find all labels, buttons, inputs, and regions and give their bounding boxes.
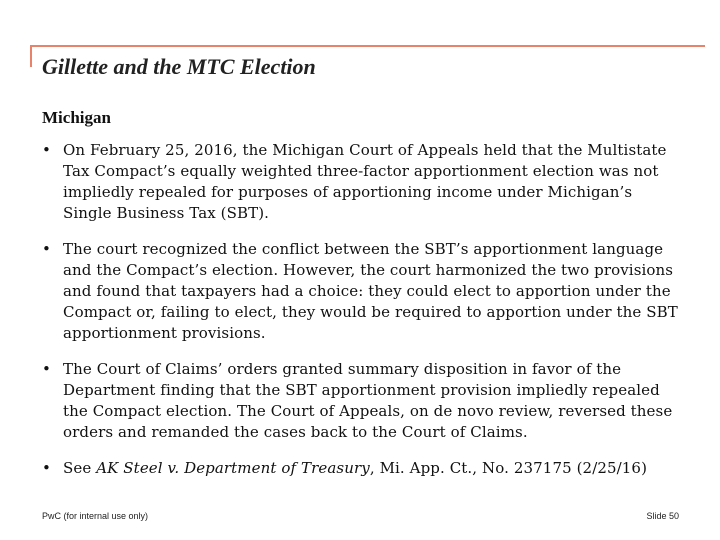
citation-prefix: See: [63, 459, 97, 477]
title-accent-line: [30, 45, 705, 47]
bullet-dot-icon: •: [42, 240, 51, 258]
bullet-dot-icon: •: [42, 459, 51, 477]
bullet-text: The Court of Claims’ orders granted summary disposition in favor of the Department finding that the SBT apportionment provision impliedly repealed the Compact election. The Court of Appeals, on de novo review, reversed these orders and remanded the cases back to the Court of Claims.: [63, 360, 673, 441]
slide-subtitle: Michigan: [42, 108, 111, 127]
bullet-item: [42, 239, 682, 344]
bullet-item: [42, 458, 682, 479]
bullet-text: On February 25, 2016, the Michigan Court of Appeals held that the Multistate Tax Compact’s equally weighted three-factor apportionment election was not impliedly repealed for purposes of apportioning income under Michigan’s Single Business Tax (SBT).: [63, 141, 667, 222]
slide-number: Slide 50: [646, 511, 679, 521]
bullet-item: [42, 359, 682, 443]
slide-title: Gillette and the MTC Election: [42, 54, 316, 79]
title-accent-tick: [30, 45, 32, 67]
case-name: AK Steel v. Department of Treasury: [96, 459, 370, 477]
bullet-dot-icon: •: [42, 141, 51, 159]
bullet-item: [42, 140, 682, 224]
bullet-list: [42, 140, 682, 494]
bullet-dot-icon: •: [42, 360, 51, 378]
bullet-text: The court recognized the conflict between the SBT’s apportionment language and the Compact’s election. However, the court harmonized the two provisions and found that taxpayers had a choice: they could elect to apportion under the Compact or, failing to elect, they would be required to apportion under the SBT apportionment provisions.: [63, 240, 678, 342]
footer-confidentiality: PwC (for internal use only): [42, 511, 149, 521]
citation-suffix: , Mi. App. Ct., No. 237175 (2/25/16): [369, 459, 648, 477]
